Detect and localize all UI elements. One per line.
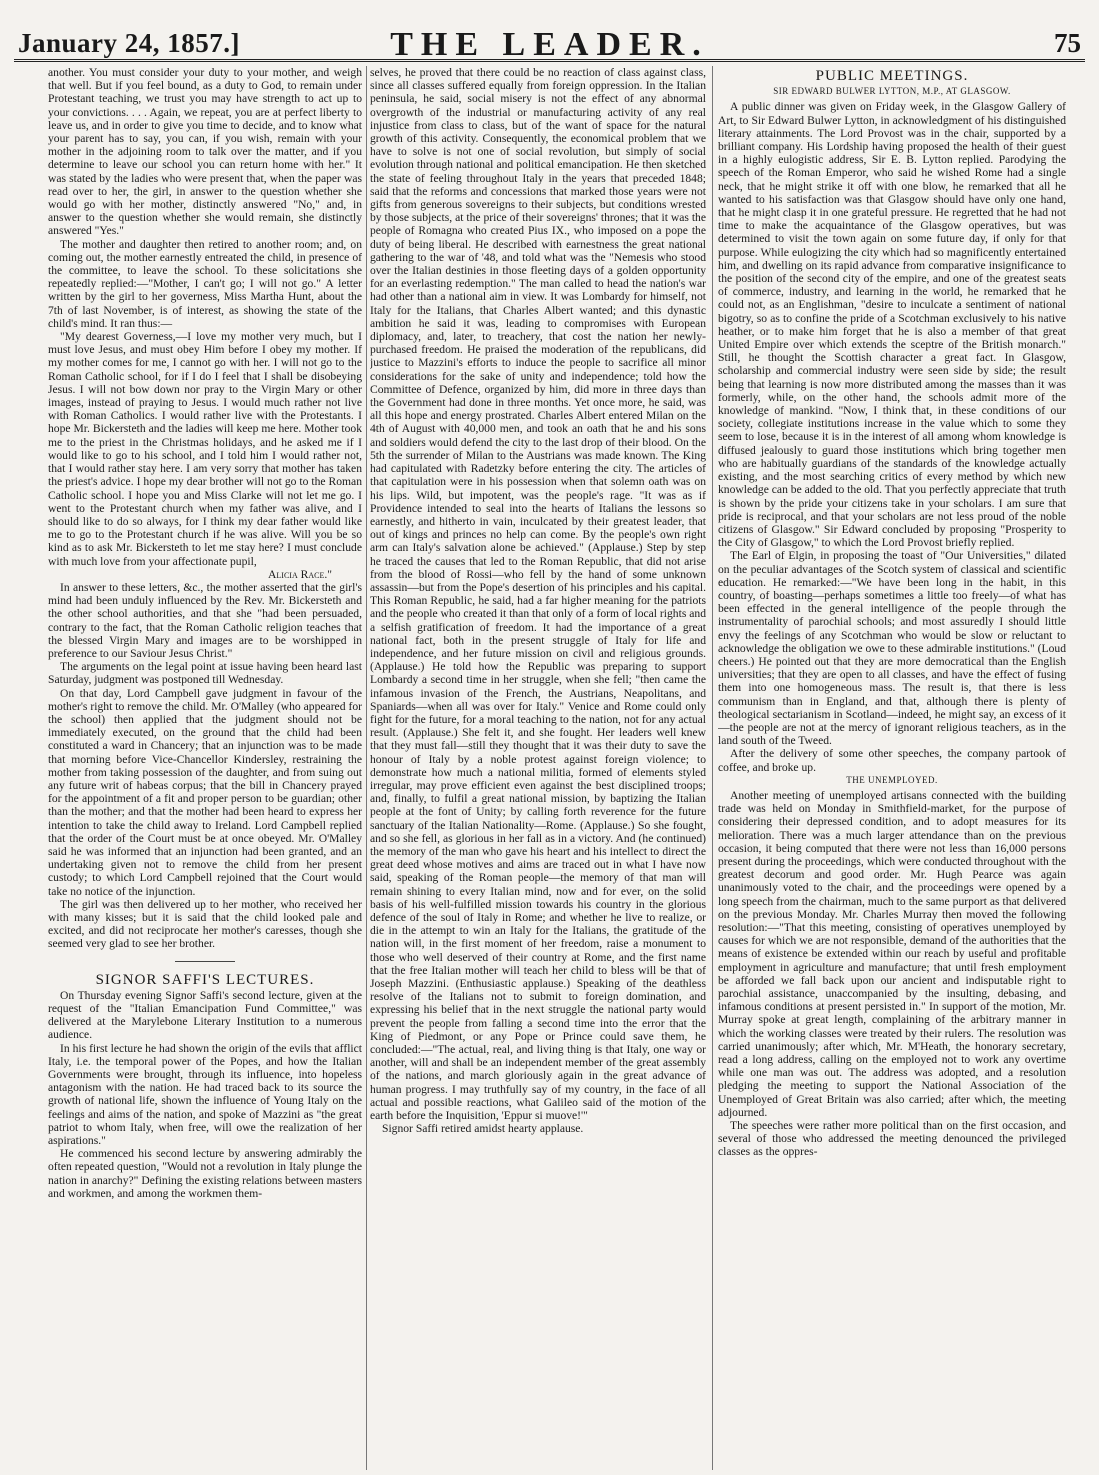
newspaper-title: THE LEADER.: [390, 26, 709, 63]
article-paragraph: The arguments on the legal point at issue having been heard last Saturday, judgment was postponed till Wednesday.: [48, 660, 362, 687]
article-paragraph: The Earl of Elgin, in proposing the toast of "Our Universities," dilated on the peculiar advantages of the Scotch system of classical and scientific education. He remarked:—"We have been long in the habit, in this country, of boasting—perhaps sometimes a little too freely—of what has been effected in the general intelligence of the people through the instrumentality of parochial schools; and most assuredly I should little envy the feelings of any Scotchman who would be slow or reluctant to acknowledge the obligation we owe to these admirable institutions." (Loud cheers.) He pointed out that they are more democratical than the English universities; that they are open to all classes, and have the effect of fusing them into one homogeneous mass. The result is, that there is less communism than in England, and that, although there is plenty of theological sectarianism in Scotland—indeed, he might say, an excess of it—the people are not at the mercy of ignorant religious teachers, as in the land south of the Tweed.: [718, 549, 1066, 748]
article-paragraph: selves, he proved that there could be no reaction of class against class, since all classes suffered equally from foreign oppression. In the Italian peninsula, he said, social misery is not the effect of any abnormal overgrowth of the industrial or manufacturing activity of any real injustice from class to class, but of the want of space for the natural growth of this activity. Consequently, the economical problem that we have to solve is not one of social revolution, but simply of social evolution through national and political emancipation. He then sketched the state of feeling throughout Italy in the years that preceded 1848; said that the reforms and concessions that marked those years were not gifts from generous sovereigns to their subjects, but conditions wrested by those subjects, at the price of their sovereigns' thrones; that it was the people of Romagna who created Pius IX., who imposed on a pope the duty of being liberal. He described with earnestness the great national gathering to the war of '48, and told what was the "Nemesis who stood over the Italian destinies in those fleeting days of a golden opportunity for an everlasting redemption." The man called to head the nation's war had other than a national aim in view. It was Lombardy for himself, not Italy for the Italians, that Charles Albert wanted; and this dynastic ambition he said it was, leading to compromises with European diplomacy, and, later, to treachery, that cost the nation her newly-purchased freedom. He praised the moderation of the republicans, did justice to Mazzini's efforts to induce the people to sacrifice all minor considerations for the sake of unity and independence; told how the Committee of Defence, organized by him, did more in three days than the Government had done in three months. Yet once more, he said, was all this hope and energy prostrated. Charles Albert entered Milan on the 4th of August with 40,000 men, and took an oath that he and his sons and soldiers would defend the city to the last drop of their blood. On the 5th the surrender of Milan to the Austrians was made known. The King had capitulated with Radetzky before entering the city. The articles of that capitulation were in his possession when that solemn oath was on his lips. Wild, but impotent, was the people's rage. "It was as if Providence intended to seal into the hearts of Italians the lessons so earnestly, and hitherto in vain, inculcated by their greatest leader, that out of kings and princes no help can come. By the people's own right arm can Italy's salvation alone be achieved." (Applause.) Step by step he traced the causes that led to the Roman Republic, that did not arise from the blood of Rossi—who fell by the hand of some unknown assassin—but from the Pope's desertion of his principles and his capital. This Roman Republic, he said, had a far higher meaning for the patriots and the people who created it than that only of a form of local rights and a selfish gratification of freedom. It had the importance of a great national fact, both in the present struggle of Italy for life and independence, and her future mission on civil and religious grounds. (Applause.) He told how the Republic was preparing to support Lombardy a second time in her struggle, when she fell; "then came the infamous invasion of the French, the Austrians, Neapolitans, and Spaniards—when all was over for Italy." Venice and Rome could only fight for the future, for a moral teaching to the nation, not for any actual result. (Applause.) She felt it, and she fought. Her leaders well knew that they must fall—still they thought that it was their duty to save the honour of Italy by a noble protest against foreign violence; to demonstrate how much a national militia, formed of elements styled irregular, may prove efficient even against the best disciplined troops; and, finally, to fulfil a great national mission, by baptizing the Italian people at the font of Unity; by calling forth reverence for the future sanctuary of the Italian Nationality—Rome. (Applause.) So she fought, and so she fell, as glorious in her fall as in a victory. And (he continued) the memory of the man who gave his heart and his intellect to direct the great deed whose motives and aims are traced out in what I have now said, speaking of the Roman people—the memory of that man will remain shining to every Italian mind, now and for ever, on the solid basis of his well-fulfilled mission towards his country in the glorious defence of the soul of Italy in Rome; and whether he live to realize, or die in the attempt to win an Italy for the Italians, the gratitude of the nation will, in the first moment of her freedom, raise a monument to those who well deserved of their country at Rome, and the first name that the free Italian mother will teach her child to bless will be that of Joseph Mazzini. (Enthusiastic applause.) Speaking of the deathless resolve of the Italians not to submit to foreign domination, and expressing his belief that in the next struggle the national party would prevent the people from falling a second time into the error that the King of Piedmont, or any Pope or Prince could save them, he concluded:—"The actual, real, and living thing is that Italy, one way or another, will and shall be an independent member of the great assembly of the nations, and march gloriously again in the great advance of human progress. I may truthfully say of my country, in the face of all actual and possible reactions, what Galileo said of the motion of the earth before the Inquisition, 'Eppur si muove!'": [370, 66, 706, 1123]
column-1: [48, 66, 362, 1468]
column-divider: [366, 66, 367, 1470]
column-3: [718, 66, 1066, 1468]
masthead-rule: [14, 59, 1085, 62]
article-paragraph: The mother and daughter then retired to another room; and, on coming out, the mother earnestly entreated the child, in presence of the committee, to leave the school. To these solicitations she repeatedly replied:—"Mother, I can't go; I will not go." A letter written by the girl to her governess, Miss Martha Hunt, about the 7th of last November, is of interest, as showing the state of the child's mind. It ran thus:—: [48, 237, 362, 330]
section-heading-public-meetings: PUBLIC MEETINGS.: [815, 68, 969, 84]
column-divider: [712, 66, 713, 1470]
article-paragraph: On that day, Lord Campbell gave judgment in favour of the mother's right to remove the child. Mr. O'Malley (who appeared for the school) then applied that the judgment should not be immediately executed, on the ground that the child had been constituted a ward in Chancery; that an injunction was to be made that morning before Vice-Chancellor Kindersley, restraining the mother from taking possession of the daughter, and from suing out any future writ of habeas corpus; that the bill in Chancery prayed for the appointment of a fit and proper person to be guardian; other than the mother; and that the mother had been heard to express her intention to take the child away to Ireland. Lord Campbell replied that the order of the Court must be at once obeyed. Mr. O'Malley said he was informed that an injunction had been granted, and an undertaking given not to remove the child from her present custody; to which Lord Campbell rejoined that the Court would take no notice of the injunction.: [48, 686, 362, 898]
article-paragraph: Signor Saffi retired amidst hearty applause.: [382, 1122, 584, 1136]
subheading-unemployed: THE UNEMPLOYED.: [846, 774, 938, 785]
article-paragraph: He commenced his second lecture by answering admirably the often repeated question, "Would not a revolution in Italy plunge the nation in anarchy?" Defining the existing relations between masters and workmen, and among the workmen them-: [48, 1147, 362, 1200]
article-paragraph: another. You must consider your duty to your mother, and weigh that well. But if you feel bound, as a duty to God, to remain under Protestant teaching, we trust you may have strength to act up to your convictions. . . . Again, we repeat, you are at perfect liberty to leave us, and in order to give you time to decide, and to know what your parent has to say, you can, if you wish, remain with your mother in the adjoining room to talk over the matter, and if you determine to leave our school you can return home with her." It was stated by the ladies who were present that, when the paper was read over to her, the girl, in answer to the question whether she would go with her mother, distinctly answered "No," and, in answer to the question whether she would remain, she distinctly answered "Yes.": [48, 66, 362, 238]
article-paragraph: In answer to these letters, &c., the mother asserted that the girl's mind had been unduly influenced by the Rev. Mr. Bickersteth and the other school authorities, and that she "had been persuaded, contrary to the fact, that the Roman Catholic religion teaches that the blessed Virgin Mary and images are to be worshipped in preference to our Saviour Jesus Christ.": [48, 580, 362, 660]
masthead: [18, 2, 1081, 64]
letter-text: "My dearest Governess,—I love my mother very much, but I must love Jesus, and must obey Him before I obey my mother. If my mother comes for me, I cannot go with her. I will not go to the Roman Catholic school, for if I do I feel that I shall be disobeying Jesus. I will not bow down nor pray to the Virgin Mary or other images, instead of praying to Jesus. I would much rather not live with Roman Catholics. I would rather live with the Protestants. I hope Mr. Bickersteth and the ladies will keep me here. Mother took me to the priest in the Christmas holidays, and he asked me if I would like to go to his school, and I told him I would rather not, that I would rather stay here. I am very sorry that mother has taken the priest's advice. I hope my dear brother will not go to the Roman Catholic school. I hope you and Miss Clarke will not let me go. I went to the Protestant church when my father was alive, and I should like to do so always, for I think my dear father would like me to go to the Protestant church if he was alive. Will you be so kind as to ask Mr. Bickersteth to let me stay here? I must conclude with much love from your affectionate pupil,: [48, 330, 362, 568]
subheading-lytton: SIR EDWARD BULWER LYTTON, M.P., AT GLASGOW.: [773, 86, 1011, 97]
section-heading-saffi: SIGNOR SAFFI'S LECTURES.: [95, 971, 315, 988]
article-paragraph: In his first lecture he had shown the origin of the evils that afflict Italy, i.e. the temporal power of the Popes, and how the Italian Governments were brought, through its influence, into hopeless antagonism with the nation. He had traced back to its source the growth of national life, shown the influence of Young Italy on the feelings and aims of the nation, and spoke of Mazzini as "the great patriot to whom Italy, when free, will owe the realization of her aspirations.": [48, 1041, 362, 1148]
section-divider: [175, 961, 235, 962]
article-paragraph: On Thursday evening Signor Saffi's second lecture, given at the request of the "Italian Emancipation Fund Committee," was delivered at the Marylebone Literary Institution to a numerous audience.: [48, 988, 362, 1042]
article-paragraph: The speeches were rather more political than on the first occasion, and several of those who addressed the meeting denounced the privileged classes as the oppres-: [718, 1119, 1066, 1159]
letter-signature: Alicia Race.": [268, 567, 332, 581]
page-number: 75: [1054, 28, 1081, 58]
column-2: [370, 66, 706, 1468]
article-paragraph: After the delivery of some other speeches, the company partook of coffee, and broke up.: [718, 747, 1066, 774]
article-paragraph: A public dinner was given on Friday week, in the Glasgow Gallery of Art, to Sir Edward Bulwer Lytton, in acknowledgment of his distinguished literary attainments. The Lord Provost was in the chair, supported by a brilliant company. His Lordship having proposed the health of their guest in a highly eulogistic address, Sir E. B. Lytton replied. Parodying the speech of the Roman Emperor, who said he wished Rome had a single neck, that he might strike it off with one blow, he remarked that all he wanted to his satisfaction was that Glasgow should have only one hand, that he might clasp it in one grateful pressure. He regretted that he had not time to make the acquaintance of the Glasgow operatives, but was determined to visit the town again on some future day, if only for that purpose. While eulogizing the city which had so magnificently entertained him, and dwelling on its rapid advance from comparative insignificance to the position of the second city of the empire, and one of the greatest seats of commerce, industry, and learning in the world, he remarked that he could not, as an Englishman, "desire to inculcate a sentiment of national bigotry, so as to confine the pride of a Scotchman exclusively to his native heather, or to make him forget that he is also a member of that great United Empire over which extends the sceptre of the British monarch." Still, he thought the Scottish character a great fact. In Glasgow, scholarship and commercial industry were seen side by side; the result being that learning is now more distributed among the masses than it was formerly, while, on the other hand, the schools admit more of the knowledge of mankind. "Now, I think that, in these conditions of our society, collegiate institutions increase in the value which to some they seem to lose, because it is in the interest of all among whom knowledge is diffused jealously to guard those institutions which bring together men who are habitually guardians of the standards of the knowledge actually existing, and the most searching critics of every method by which new knowledge can be added to the old. That you perfectly appreciate that truth is shown by the pride your citizens take in your scholars. I am sure that pride is reciprocal, and that your scholars are not less proud of the noble citizens of Glasgow." Sir Edward concluded by proposing "Prosperity to the City of Glasgow," to which the Lord Provost briefly replied.: [718, 100, 1066, 550]
article-paragraph: The girl was then delivered up to her mother, who received her with many kisses; but it is said that the child looked pale and excited, and did not reciprocate her mother's caresses, though she seemed very glad to see her brother.: [48, 897, 362, 951]
article-paragraph: Another meeting of unemployed artisans connected with the building trade was held on Monday in Smithfield-market, for the purpose of considering their depressed condition, and to adopt measures for its melioration. There was a much larger attendance than on the previous occasion, it being computed that there were not less than 16,000 persons present during the proceedings, which were conducted throughout with the greatest decorum and good order. Mr. Hugh Pearce was again unanimously voted to the chair, and the proceedings were opened by a long speech from the chairman, much to the same purport as that delivered on the previous Monday. Mr. Charles Murray then moved the following resolution:—"That this meeting, consisting of operatives unemployed by causes for which we are not responsible, demand of the authorities that the means of existence be extended within our reach by useful and profitable employment in agriculture and manufacture; that until fresh employment be afforded we fall back upon our ancient and indisputable right to parochial assistance, unaccompanied by the insulting, debasing, and infamous conditions at present persisted in." In support of the motion, Mr. Murray spoke at great length, complaining of the arbitrary manner in which the working classes were treated by their rulers. The resolution was carried unanimously; after which, Mr. M'Heath, the honorary secretary, read a long address, calling on the employed not to work any overtime while one man was out. The address was adopted, and a resolution pledging the meeting to support the National Association of the Unemployed of Great Britain was also carried; after which, the meeting adjourned.: [718, 788, 1066, 1119]
issue-date: January 24, 1857.]: [18, 28, 241, 58]
